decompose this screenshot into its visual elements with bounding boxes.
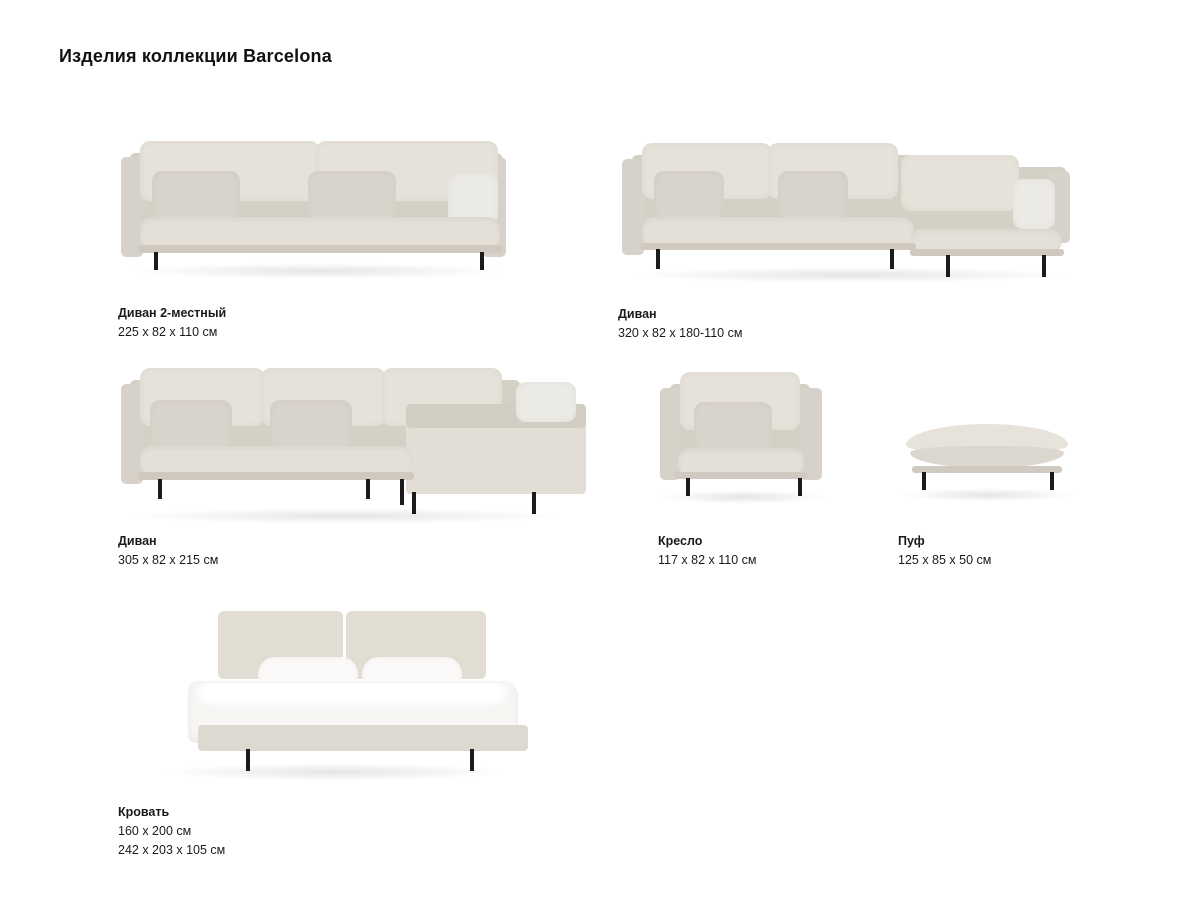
product-dimensions: 117 x 82 x 110 см xyxy=(658,553,757,567)
product-caption xyxy=(658,532,828,570)
sofa-leg-2 xyxy=(366,479,370,499)
product-bed xyxy=(118,595,538,860)
sofa-corner-illustration xyxy=(118,362,588,522)
pouf-leg-2 xyxy=(1050,472,1054,490)
bed-leg-1 xyxy=(246,749,250,771)
sofa-leg-3 xyxy=(400,479,404,505)
sofa-leg-1 xyxy=(158,479,162,499)
product-sofa-chaise xyxy=(618,135,1078,343)
product-caption xyxy=(118,304,518,342)
floor-shadow xyxy=(126,508,566,524)
product-caption xyxy=(118,803,538,860)
armchair-arm-left xyxy=(660,388,680,480)
armchair-leg-1 xyxy=(686,478,690,496)
chaise-leg-1 xyxy=(946,255,950,277)
product-sofa-corner xyxy=(118,362,588,570)
product-pouf xyxy=(898,368,1078,570)
page-title: Изделия коллекции Barcelona xyxy=(59,46,332,66)
armchair-illustration xyxy=(658,368,828,508)
bed-duvet-fold xyxy=(196,683,508,709)
product-name: Кровать xyxy=(118,805,170,819)
armchair-base-bar xyxy=(674,472,808,479)
product-sofa-2-seat xyxy=(118,135,518,342)
chaise-leg-2 xyxy=(1042,255,1046,277)
product-name: Пуф xyxy=(898,534,925,548)
sofa-leg-1 xyxy=(656,249,660,269)
product-caption xyxy=(898,532,1078,570)
corner-accent-pillow xyxy=(516,382,576,422)
sofa-leg-1 xyxy=(154,252,158,270)
sofa-accent-pillow-left xyxy=(654,171,724,223)
sofa-accent-pillow-mid xyxy=(778,171,848,223)
product-caption xyxy=(118,532,588,570)
sofa-base-bar xyxy=(640,243,916,250)
floor-shadow xyxy=(658,490,828,504)
armchair-leg-2 xyxy=(798,478,802,496)
product-dimensions: 320 x 82 x 180-110 см xyxy=(618,326,743,340)
chaise-base-bar xyxy=(910,249,1064,256)
pouf-leg-1 xyxy=(922,472,926,490)
pouf-bottom-cushion xyxy=(910,446,1064,468)
pouf-illustration xyxy=(898,368,1078,508)
product-extra-dimensions: 242 x 203 x 105 см xyxy=(118,843,226,857)
product-name: Диван xyxy=(118,534,157,548)
corner-leg-2 xyxy=(532,492,536,514)
bed-leg-2 xyxy=(470,749,474,771)
product-dimensions: 160 x 200 см xyxy=(118,824,192,838)
corner-leg-1 xyxy=(412,492,416,514)
floor-shadow xyxy=(128,263,508,279)
sofa-2-seat-illustration xyxy=(118,135,518,280)
product-dimensions: 125 x 85 x 50 см xyxy=(898,553,992,567)
product-dimensions: 305 x 82 x 215 см xyxy=(118,553,219,567)
chaise-back-cushion xyxy=(901,155,1019,211)
product-armchair xyxy=(658,368,828,570)
floor-shadow xyxy=(158,763,508,781)
product-caption xyxy=(618,305,1078,343)
sofa-leg-2 xyxy=(890,249,894,269)
bed-frame xyxy=(198,725,528,751)
product-name: Диван xyxy=(618,307,657,321)
sofa-leg-2 xyxy=(480,252,484,270)
bed-illustration xyxy=(118,595,538,785)
sofa-arm-left xyxy=(622,159,644,255)
pouf-base-bar xyxy=(912,466,1062,473)
product-name: Кресло xyxy=(658,534,703,548)
chaise-accent-pillow xyxy=(1013,179,1055,229)
floor-shadow xyxy=(900,488,1076,502)
floor-shadow xyxy=(626,267,1076,283)
sofa-base-bar xyxy=(138,245,502,253)
sofa-base-bar xyxy=(138,472,414,480)
sofa-chaise-illustration xyxy=(618,135,1078,285)
product-name: Диван 2-местный xyxy=(118,306,227,320)
product-dimensions: 225 x 82 x 110 см xyxy=(118,325,218,339)
